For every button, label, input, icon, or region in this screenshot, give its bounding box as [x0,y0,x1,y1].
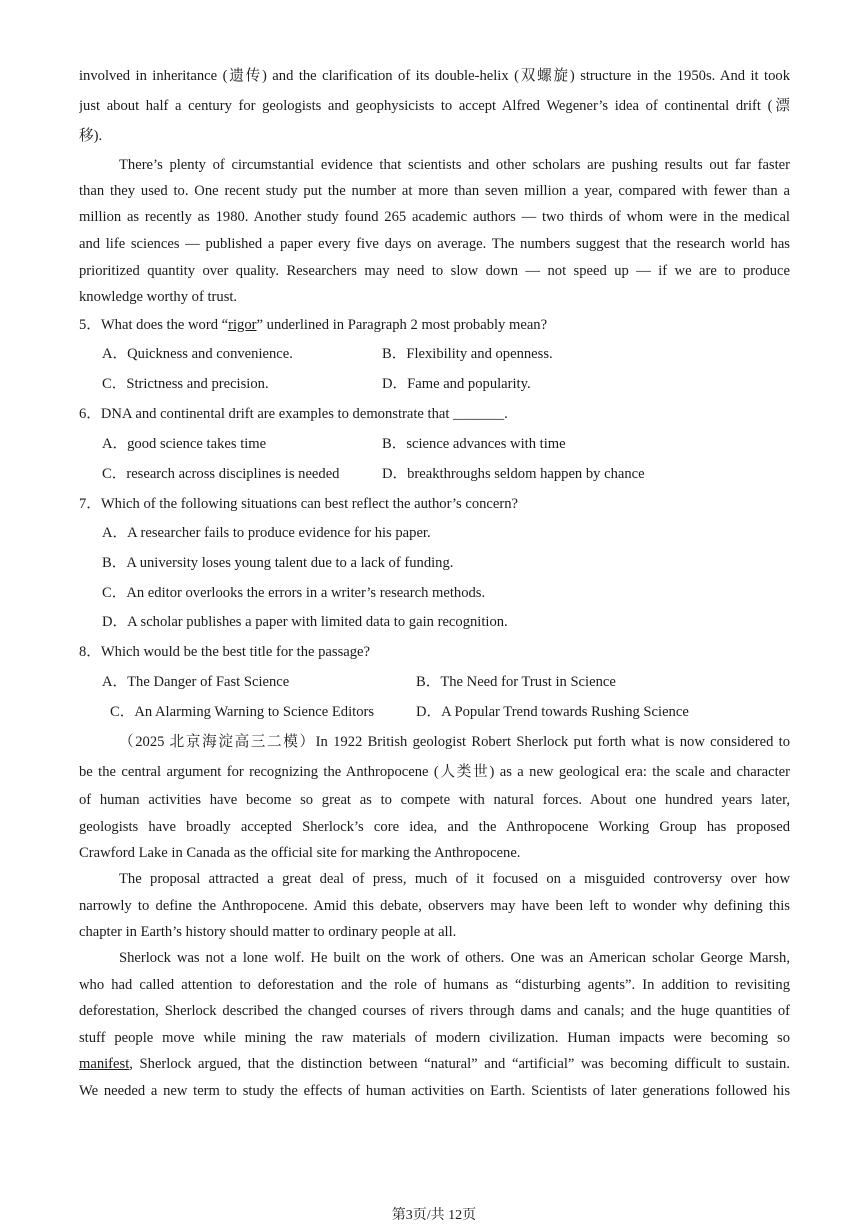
q6-option-c[interactable]: C．research across disciplines is needed [102,466,340,482]
passage-line: be the central argument for recognizing the Anthropocene (人类世) as a new geological era: the scale and character [79,764,790,780]
page-number: 第3页/共 12页 [391,1208,477,1223]
passage-line: （2025 北京海淀高三二模）In 1922 British geologist Robert Sherlock put forth what is now considered to [119,734,790,750]
q8-option-b[interactable]: B．The Need for Trust in Science [416,674,616,690]
q6-option-d[interactable]: D．breakthroughs seldom happen by chance [382,466,645,482]
question-5-stem: 5．What does the word “rigor” underlined in Paragraph 2 most probably mean? [79,317,548,333]
passage-line: deforestation, Sherlock described the changed courses of rivers through dams and canals; and the huge quantities of [79,1003,790,1019]
passage-line: and life sciences — published a paper every five days on average. The numbers suggest that the research world has [79,236,790,252]
passage-line: geologists have broadly accepted Sherlock’s core idea, and the Anthropocene Working Group has proposed [79,819,790,835]
question-8-stem: 8．Which would be the best title for the passage? [79,644,370,660]
passage-line: million as recently as 1980. Another study found 265 academic authors — two thirds of whom were in the medical [79,209,790,225]
passage-line: stuff people move while mining the raw materials of modern civilization. Human impacts were becoming so [79,1030,790,1046]
q6-option-a[interactable]: A．good science takes time [102,436,267,452]
question-7-stem: 7．Which of the following situations can best reflect the author’s concern? [79,496,519,512]
passage-line: involved in inheritance (遗传) and the clarification of its double-helix (双螺旋) structure in the 1950s. And it took [79,68,790,84]
q7-option-c[interactable]: C．An editor overlooks the errors in a writer’s research methods. [102,585,486,601]
passage-line: Sherlock was not a lone wolf. He built on the work of others. One was an American scholar George Marsh, [119,950,790,966]
q5-option-c[interactable]: C．Strictness and precision. [102,376,269,392]
q8-option-c[interactable]: C．An Alarming Warning to Science Editors [110,704,375,720]
passage-line: 移). [79,128,103,144]
passage-line: who had called attention to deforestation and the role of humans as “disturbing agents”. In addition to revisiting [79,977,790,993]
passage-line: narrowly to define the Anthropocene. Amid this debate, observers may have been left to wonder why defining this [79,898,790,914]
question-6-stem: 6．DNA and continental drift are examples to demonstrate that _______. [79,406,508,422]
passage-line: prioritized quantity over quality. Researchers may need to slow down — not speed up — if we are to produce [79,263,790,279]
q5-option-b[interactable]: B．Flexibility and openness. [382,346,553,362]
q7-option-d[interactable]: D．A scholar publishes a paper with limited data to gain recognition. [102,614,508,630]
passage-line: The proposal attracted a great deal of press, much of it focused on a misguided controversy over how [119,871,790,887]
q8-option-d[interactable]: D．A Popular Trend towards Rushing Science [416,704,689,720]
passage-line: chapter in Earth’s history should matter to ordinary people at all. [79,924,457,940]
q7-option-b[interactable]: B．A university loses young talent due to a lack of funding. [102,555,454,571]
passage-line: manifest, Sherlock argued, that the distinction between “natural” and “artificial” was becoming difficult to sustain. [79,1056,790,1072]
passage-line: of human activities have become so great as to compete with natural forces. About one hundred years later, [79,792,790,808]
q7-option-a[interactable]: A．A researcher fails to produce evidence for his paper. [102,525,431,541]
passage-line: just about half a century for geologists and geophysicists to accept Alfred Wegener’s idea of continental drift (漂 [79,98,790,114]
q6-option-b[interactable]: B．science advances with time [382,436,566,452]
passage-line: We needed a new term to study the effects of human activities on Earth. Scientists of later generations followed his [79,1083,790,1099]
underlined-word: rigor [228,317,257,333]
q8-option-a[interactable]: A．The Danger of Fast Science [102,674,290,690]
q5-option-a[interactable]: A．Quickness and convenience. [102,346,293,362]
q5-option-d[interactable]: D．Fame and popularity. [382,376,531,392]
passage-line: Crawford Lake in Canada as the official site for marking the Anthropocene. [79,845,521,861]
passage-line: knowledge worthy of trust. [79,289,238,305]
passage-line: than they used to. One recent study put the number at more than seven million a year, compared with fewer than a [79,183,790,199]
passage-line: There’s plenty of circumstantial evidence that scientists and other scholars are pushing results out far faster [119,157,790,173]
underlined-word: manifest [79,1056,130,1072]
